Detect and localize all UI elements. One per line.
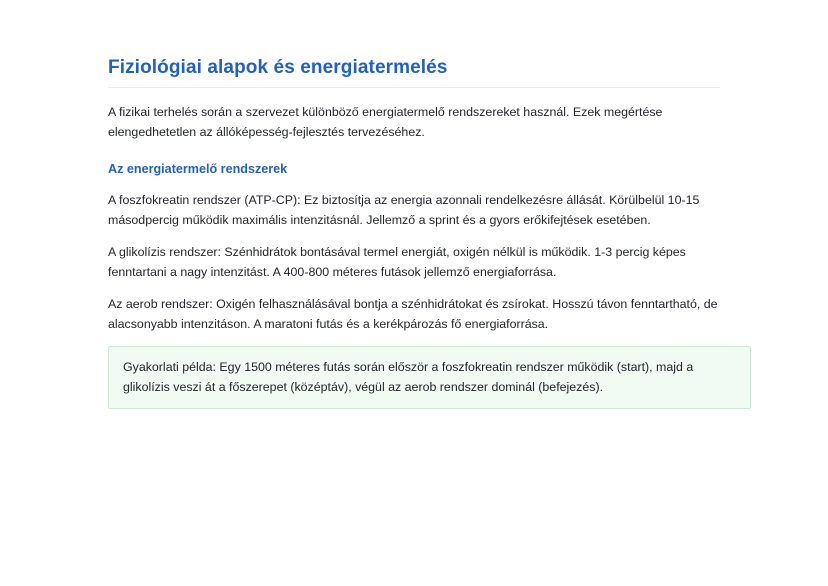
practical-example-text: Gyakorlati példa: Egy 1500 méteres futás során először a foszfokreatin rendszer működik (start), majd a glikolízis veszi át a főszerepet (középtáv), végül az aerob rendszer dominál (befejezés). [123,360,694,394]
title-divider [108,87,720,88]
intro-paragraph: A fizikai terhelés során a szervezet különböző energiatermelő rendszereket használ. Ezek megértése elengedhetetlen az állóképesség-fejlesztés tervezéséhez. [108,105,663,139]
page-title: Fiziológiai alapok és energiatermelés [108,57,448,78]
aerobic-paragraph: Az aerob rendszer: Oxigén felhasználásával bontja a szénhidrátokat és zsírokat. Hosszú távon fenntartható, de alacsonyabb intenzitáson. A maratoni futás és a kerékpározás fő energiaforrása. [108,297,718,331]
atp-cp-paragraph: A foszfokreatin rendszer (ATP-CP): Ez biztosítja az energia azonnali rendelkezésre állását. Körülbelül 10-15 másodpercig működik maximális intenzitásnál. Jellemző a sprint és a gyors erőkifejtések esetében. [108,193,700,227]
section-heading: Az energiatermelő rendszerek [108,162,288,176]
glycolysis-paragraph: A glikolízis rendszer: Szénhidrátok bontásával termel energiát, oxigén nélkül is működik. 1-3 percig képes fenntartani a nagy intenzitást. A 400-800 méteres futások jellemző energiaforrása. [108,245,686,279]
practical-example-box [108,346,751,409]
